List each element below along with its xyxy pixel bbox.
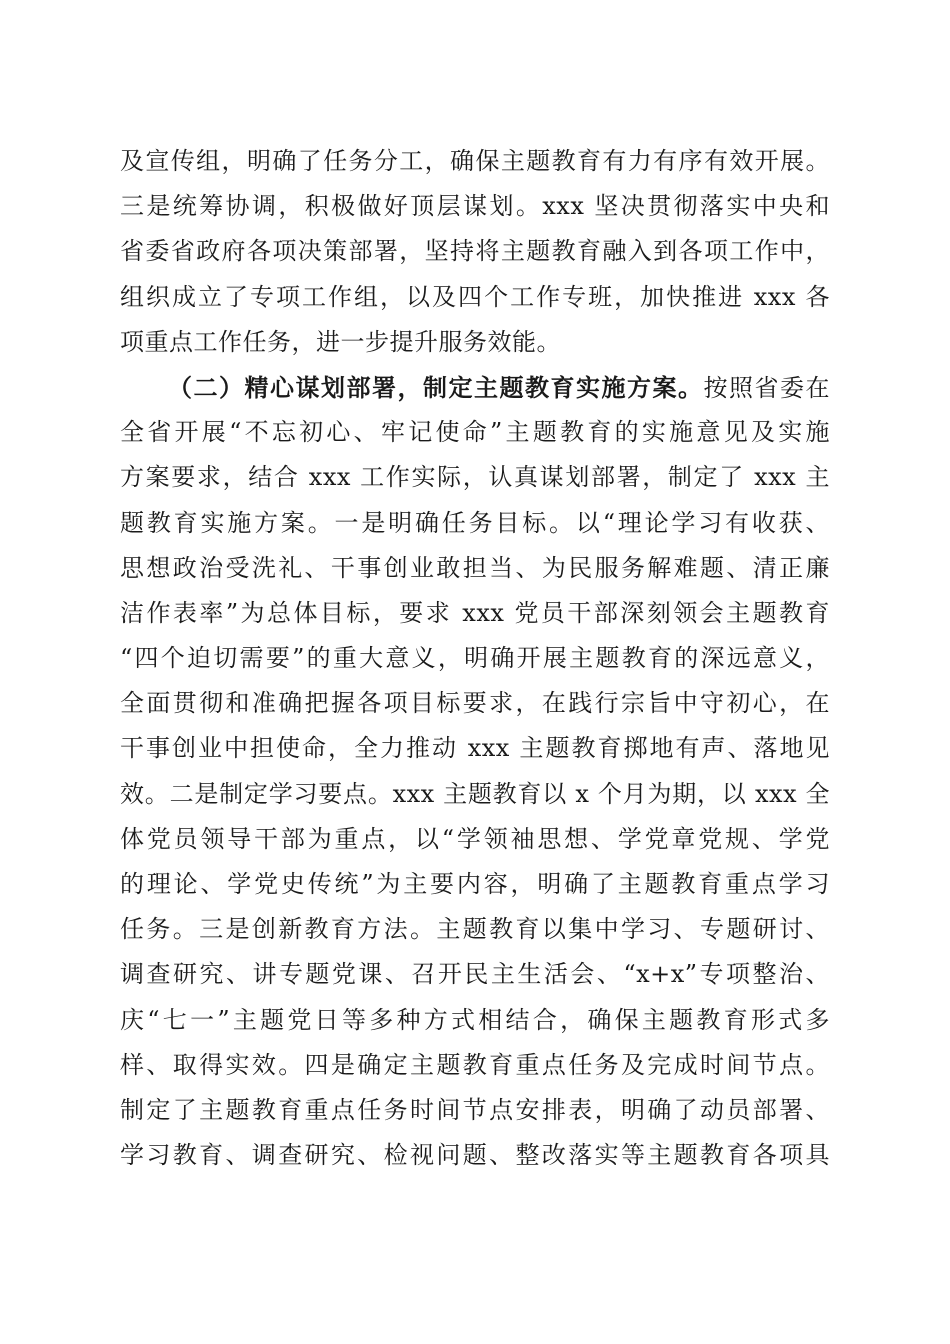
- text-line: 全面贯彻和准确把握各项目标要求，在践行宗旨中守初心，在: [120, 689, 830, 718]
- text-line: 省委省政府各项决策部署，坚持将主题教育融入到各项工作中，: [120, 237, 830, 266]
- text-line: 体党员领导干部为重点，以“学领袖思想、学党章党规、学党: [120, 824, 830, 853]
- text-line: 方案要求，结合 xxx 工作实际，认真谋划部署，制定了 xxx 主: [120, 463, 830, 492]
- section-heading-continuation: 按照省委在: [703, 373, 830, 402]
- body-text: [120, 139, 830, 1178]
- text-line: “四个迫切需要”的重大意义，明确开展主题教育的深远意义，: [120, 644, 830, 673]
- text-line: 效。二是制定学习要点。xxx 主题教育以 x 个月为期，以 xxx 全: [120, 779, 830, 808]
- text-line: 组织成立了专项工作组，以及四个工作专班，加快推进 xxx 各: [120, 282, 830, 311]
- text-line: 调查研究、讲专题党课、召开民主生活会、“x+x”专项整治、: [120, 960, 830, 989]
- text-line: 学习教育、调查研究、检视问题、整改落实等主题教育各项具: [120, 1141, 830, 1170]
- text-line: 的理论、学党史传统”为主要内容，明确了主题教育重点学习: [120, 870, 830, 898]
- text-line: 思想政治受洗礼、干事创业敢担当、为民服务解难题、清正廉: [120, 553, 830, 582]
- text-line: 题教育实施方案。一是明确任务目标。以“理论学习有收获、: [120, 508, 830, 537]
- text-line: 制定了主题教育重点任务时间节点安排表，明确了动员部署、: [120, 1095, 830, 1124]
- text-line: 三是统筹协调，积极做好顶层谋划。xxx 坚决贯彻落实中央和: [120, 192, 830, 221]
- text-line: 干事创业中担使命，全力推动 xxx 主题教育掷地有声、落地见: [120, 734, 830, 763]
- section-heading: （二）精心谋划部署，制定主题教育实施方案。: [168, 372, 704, 402]
- text-line: 样、取得实效。四是确定主题教育重点任务及完成时间节点。: [120, 1050, 830, 1079]
- text-line: 任务。三是创新教育方法。主题教育以集中学习、专题研讨、: [120, 915, 830, 944]
- section-heading-line: [120, 365, 830, 410]
- text-line: 及宣传组，明确了任务分工，确保主题教育有力有序有效开展。: [120, 147, 830, 175]
- text-line: 庆“七一”主题党日等多种方式相结合，确保主题教育形式多: [120, 1005, 830, 1034]
- text-line: 全省开展“不忘初心、牢记使命”主题教育的实施意见及实施: [120, 418, 830, 447]
- text-line: 项重点工作任务，进一步提升服务效能。: [120, 327, 561, 356]
- text-line: 洁作表率”为总体目标，要求 xxx 党员干部深刻领会主题教育: [120, 598, 830, 627]
